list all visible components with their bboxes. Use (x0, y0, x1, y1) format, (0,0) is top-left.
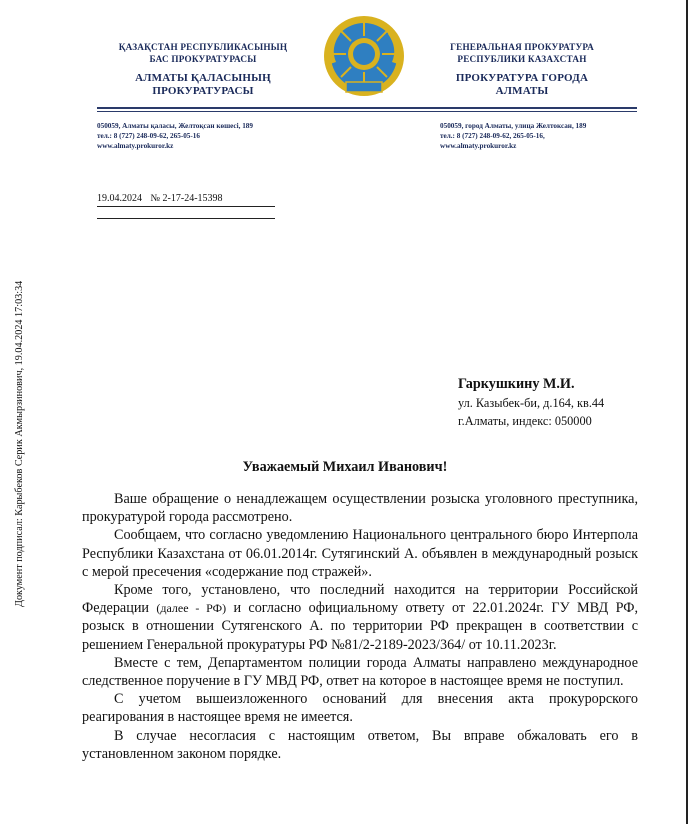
header-rule-top (97, 107, 637, 109)
registration-underline-2 (97, 218, 275, 219)
address-right-line1: 050059, город Алматы, улица Желтоксан, 189 (440, 122, 587, 130)
recipient-street: ул. Казыбек-би, д.164, кв.44 (458, 396, 605, 410)
address-left-line2: тел.: 8 (727) 248-09-62, 265-05-16 (97, 132, 200, 140)
paragraph-5: С учетом вышеизложенного оснований для внесения акта прокурорского реагирования в настоящее время не имеется. (82, 691, 638, 726)
header-left-org (108, 41, 298, 65)
header-left-office (108, 72, 298, 98)
address-right-line3: www.almaty.prokuror.kz (440, 142, 517, 150)
header-left-line3: АЛМАТЫ ҚАЛАСЫНЫҢ (135, 72, 271, 84)
address-left-line1: 050059, Алматы қаласы, Желтоқсан көшесі, 189 (97, 122, 253, 130)
address-left (97, 121, 253, 151)
digital-signature-stamp: Документ подписал: Карыбеков Серик Акмырзинович, 19.04.2024 17:03:34 (14, 280, 25, 607)
address-right (440, 121, 586, 151)
header-rule-bottom (97, 111, 637, 112)
paragraph-3-part-a: Кроме того, установлено, что последний находится на территории Российской Федерации (82, 582, 638, 617)
header-left-line4: ПРОКУРАТУРАСЫ (152, 85, 254, 97)
header-right-line3: ПРОКУРАТУРА ГОРОДА (455, 72, 589, 84)
paragraph-4: Вместе с тем, Департаментом полиции города Алматы направлено международное следственное поручение в ГУ МВД РФ, ответ на которое в настоящее время не поступил. (82, 654, 638, 690)
kazakhstan-emblem-icon (318, 14, 410, 98)
letter-body (82, 490, 638, 763)
registration-line (97, 193, 229, 204)
recipient-name: Гаркушкину М.И. (458, 376, 575, 392)
header-right-line2: РЕСПУБЛИКИ КАЗАХСТАН (457, 54, 587, 64)
paragraph-2: Сообщаем, что согласно уведомлению Национального центрального бюро Интерпола Республики Казахстана от 06.01.2014г. Сутягинский А. объявлен в международный розыск с мерой пресечения «содержание под стражей». (82, 527, 638, 580)
recipient-city: г.Алматы, индекс: 050000 (458, 414, 592, 428)
header-left-line1: ҚАЗАҚСТАН РЕСПУБЛИКАСЫНЫҢ (118, 42, 288, 52)
paragraph-3-part-c: и согласно официальному ответу от 22.01.2024г. ГУ МВД РФ, розыск в отношении Сутягенского А. по территории РФ прекращен в соответствии с решением Генеральной прокуратуры РФ №81/2-2189-2023/364/ от 10.11.2023г. (82, 600, 638, 653)
address-left-line3: www.almaty.prokuror.kz (97, 142, 174, 150)
registration-underline (97, 206, 275, 207)
registration-number: № 2-17-24-15398 (150, 193, 223, 204)
registration-date: 19.04.2024 (97, 193, 142, 204)
header-right-line4: АЛМАТЫ (495, 85, 549, 97)
page-border (686, 0, 688, 824)
salutation: Уважаемый Михаил Иванович! (242, 459, 448, 475)
header-right-line1: ГЕНЕРАЛЬНАЯ ПРОКУРАТУРА (450, 42, 594, 52)
paragraph-3 (82, 581, 638, 654)
header-right-org (432, 41, 612, 65)
paragraph-6: В случае несогласия с настоящим ответом, Вы вправе обжаловать его в установленном законом порядке. (82, 727, 638, 762)
paragraph-1: Ваше обращение о ненадлежащем осуществлении розыска уголовного преступника, прокуратурой города рассмотрено. (82, 491, 638, 526)
paragraph-3-abbrev: (далее - РФ) (156, 601, 227, 616)
header-left-line2: БАС ПРОКУРАТУРАСЫ (149, 54, 257, 64)
header-right-office (432, 72, 612, 98)
address-right-line2: тел.: 8 (727) 248-09-62, 265-05-16, (440, 132, 545, 140)
